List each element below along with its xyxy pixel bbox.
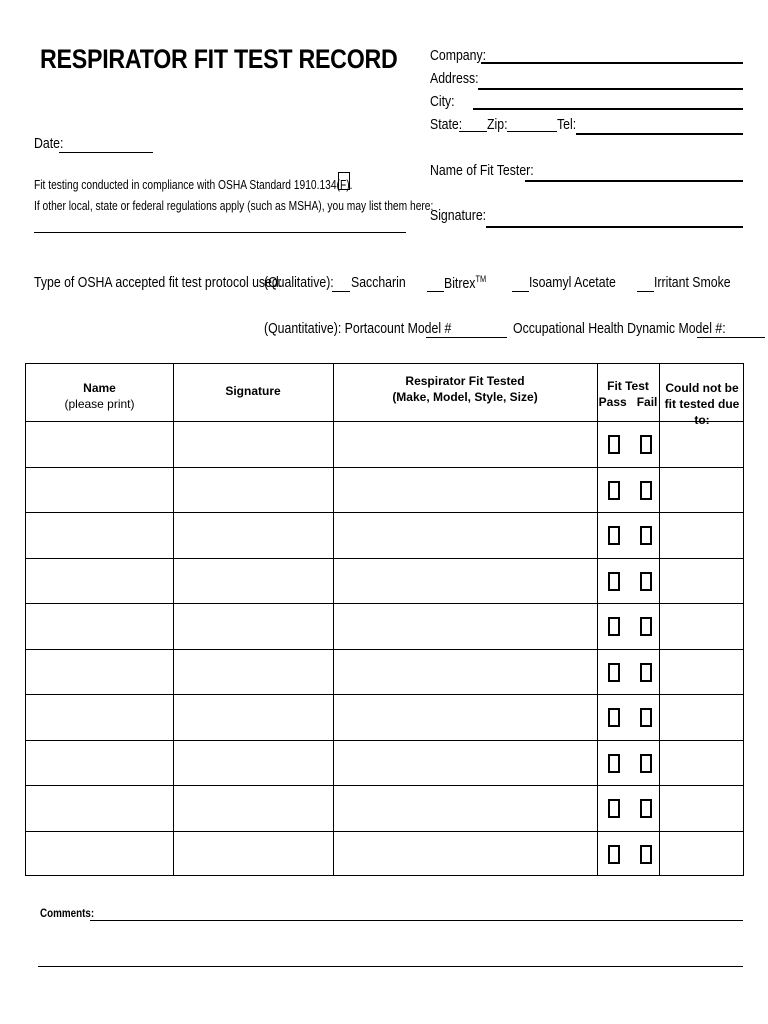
address-label: Address: bbox=[430, 70, 479, 87]
name-cell[interactable] bbox=[26, 831, 173, 877]
header-fail: Fail bbox=[636, 395, 658, 409]
fail-checkbox[interactable] bbox=[640, 663, 652, 682]
reason-cell[interactable] bbox=[659, 512, 745, 558]
reason-cell[interactable] bbox=[659, 694, 745, 740]
fail-checkbox[interactable] bbox=[640, 845, 652, 864]
option-irritant-smoke: Irritant Smoke bbox=[654, 274, 731, 291]
respirator-cell[interactable] bbox=[333, 694, 597, 740]
trademark-superscript: TM bbox=[475, 274, 487, 284]
reason-cell[interactable] bbox=[659, 649, 745, 695]
fail-checkbox[interactable] bbox=[640, 754, 652, 773]
zip-label: Zip: bbox=[487, 116, 508, 133]
header-respirator: Respirator Fit Tested (Make, Model, Style, Size) bbox=[392, 374, 538, 404]
pass-checkbox[interactable] bbox=[608, 481, 620, 500]
compliance-checkbox[interactable] bbox=[338, 172, 350, 190]
state-label: State: bbox=[430, 116, 463, 133]
respirator-cell[interactable] bbox=[333, 421, 597, 467]
reason-cell[interactable] bbox=[659, 467, 745, 513]
signature-cell[interactable] bbox=[173, 740, 333, 786]
header-pass: Pass bbox=[598, 395, 627, 409]
respirator-cell[interactable] bbox=[333, 649, 597, 695]
company-field[interactable] bbox=[481, 62, 743, 64]
respirator-cell[interactable] bbox=[333, 558, 597, 604]
page-title: RESPIRATOR FIT TEST RECORD bbox=[40, 44, 398, 74]
bitrex-blank[interactable] bbox=[427, 291, 444, 292]
name-cell[interactable] bbox=[26, 512, 173, 558]
irritant-smoke-blank[interactable] bbox=[637, 291, 654, 292]
pass-checkbox[interactable] bbox=[608, 617, 620, 636]
isoamyl-blank[interactable] bbox=[512, 291, 529, 292]
city-field[interactable] bbox=[473, 108, 743, 110]
signature-cell[interactable] bbox=[173, 831, 333, 877]
reason-cell[interactable] bbox=[659, 785, 745, 831]
ohd-model-field[interactable] bbox=[697, 337, 765, 338]
pass-checkbox[interactable] bbox=[608, 799, 620, 818]
reason-cell[interactable] bbox=[659, 421, 745, 467]
header-signature: Signature bbox=[225, 384, 281, 398]
saccharin-blank[interactable] bbox=[332, 291, 350, 292]
signature-cell[interactable] bbox=[173, 785, 333, 831]
zip-field[interactable] bbox=[507, 131, 557, 132]
tel-label: Tel: bbox=[557, 116, 577, 133]
fail-checkbox[interactable] bbox=[640, 799, 652, 818]
pass-checkbox[interactable] bbox=[608, 845, 620, 864]
date-label: Date: bbox=[34, 135, 64, 152]
signature-label: Signature: bbox=[430, 207, 487, 224]
signature-cell[interactable] bbox=[173, 467, 333, 513]
other-regulations-field[interactable] bbox=[34, 232, 406, 233]
address-field[interactable] bbox=[478, 88, 743, 90]
name-cell[interactable] bbox=[26, 603, 173, 649]
state-field[interactable] bbox=[459, 131, 487, 132]
header-fit-test: Fit Test Pass Fail bbox=[598, 379, 658, 409]
ohd-label: Occupational Health Dynamic Model #: bbox=[513, 320, 726, 337]
fit-tester-label: Name of Fit Tester: bbox=[430, 162, 534, 179]
comments-field[interactable] bbox=[90, 920, 743, 921]
reason-cell[interactable] bbox=[659, 558, 745, 604]
name-cell[interactable] bbox=[26, 467, 173, 513]
name-cell[interactable] bbox=[26, 421, 173, 467]
signature-cell[interactable] bbox=[173, 694, 333, 740]
name-cell[interactable] bbox=[26, 785, 173, 831]
respirator-cell[interactable] bbox=[333, 831, 597, 877]
name-cell[interactable] bbox=[26, 558, 173, 604]
pass-checkbox[interactable] bbox=[608, 663, 620, 682]
pass-checkbox[interactable] bbox=[608, 435, 620, 454]
signature-field[interactable] bbox=[486, 226, 743, 228]
fail-checkbox[interactable] bbox=[640, 435, 652, 454]
pass-checkbox[interactable] bbox=[608, 708, 620, 727]
name-cell[interactable] bbox=[26, 694, 173, 740]
tel-field[interactable] bbox=[576, 133, 743, 135]
respirator-cell[interactable] bbox=[333, 512, 597, 558]
other-regulations-text: If other local, state or federal regulations apply (such as MSHA), you may list them here: bbox=[34, 199, 434, 213]
name-cell[interactable] bbox=[26, 649, 173, 695]
name-cell[interactable] bbox=[26, 740, 173, 786]
reason-cell[interactable] bbox=[659, 740, 745, 786]
portacount-model-field[interactable] bbox=[426, 337, 507, 338]
fail-checkbox[interactable] bbox=[640, 708, 652, 727]
fit-test-table bbox=[25, 363, 744, 876]
respirator-cell[interactable] bbox=[333, 467, 597, 513]
option-saccharin: Saccharin bbox=[351, 274, 406, 291]
fail-checkbox[interactable] bbox=[640, 481, 652, 500]
company-label: Company: bbox=[430, 47, 487, 64]
quantitative-label: (Quantitative): Portacount Model # bbox=[264, 320, 452, 337]
pass-checkbox[interactable] bbox=[608, 754, 620, 773]
signature-cell[interactable] bbox=[173, 512, 333, 558]
option-isoamyl-acetate: Isoamyl Acetate bbox=[529, 274, 616, 291]
respirator-cell[interactable] bbox=[333, 740, 597, 786]
reason-cell[interactable] bbox=[659, 831, 745, 877]
signature-cell[interactable] bbox=[173, 649, 333, 695]
reason-cell[interactable] bbox=[659, 603, 745, 649]
header-name: Name (please print) bbox=[64, 381, 135, 411]
signature-cell[interactable] bbox=[173, 603, 333, 649]
comments-field-line-2[interactable] bbox=[38, 966, 743, 967]
comments-label: Comments: bbox=[40, 906, 95, 920]
respirator-cell[interactable] bbox=[333, 603, 597, 649]
pass-checkbox[interactable] bbox=[608, 572, 620, 591]
fail-checkbox[interactable] bbox=[640, 526, 652, 545]
compliance-text: Fit testing conducted in compliance with OSHA Standard 1910.134(F). bbox=[34, 178, 353, 192]
column-divider bbox=[597, 364, 598, 875]
respirator-cell[interactable] bbox=[333, 785, 597, 831]
qualitative-label: (Qualitative): bbox=[264, 274, 334, 291]
pass-checkbox[interactable] bbox=[608, 526, 620, 545]
header-could-not: Could not be fit tested due to: bbox=[664, 381, 740, 427]
fit-tester-field[interactable] bbox=[525, 180, 743, 182]
date-field[interactable] bbox=[59, 152, 153, 153]
city-label: City: bbox=[430, 93, 455, 110]
fail-checkbox[interactable] bbox=[640, 572, 652, 591]
protocol-label: Type of OSHA accepted fit test protocol used: bbox=[34, 274, 283, 291]
fail-checkbox[interactable] bbox=[640, 617, 652, 636]
signature-cell[interactable] bbox=[173, 558, 333, 604]
signature-cell[interactable] bbox=[173, 421, 333, 467]
option-bitrex: Bitrex™ bbox=[444, 274, 487, 292]
